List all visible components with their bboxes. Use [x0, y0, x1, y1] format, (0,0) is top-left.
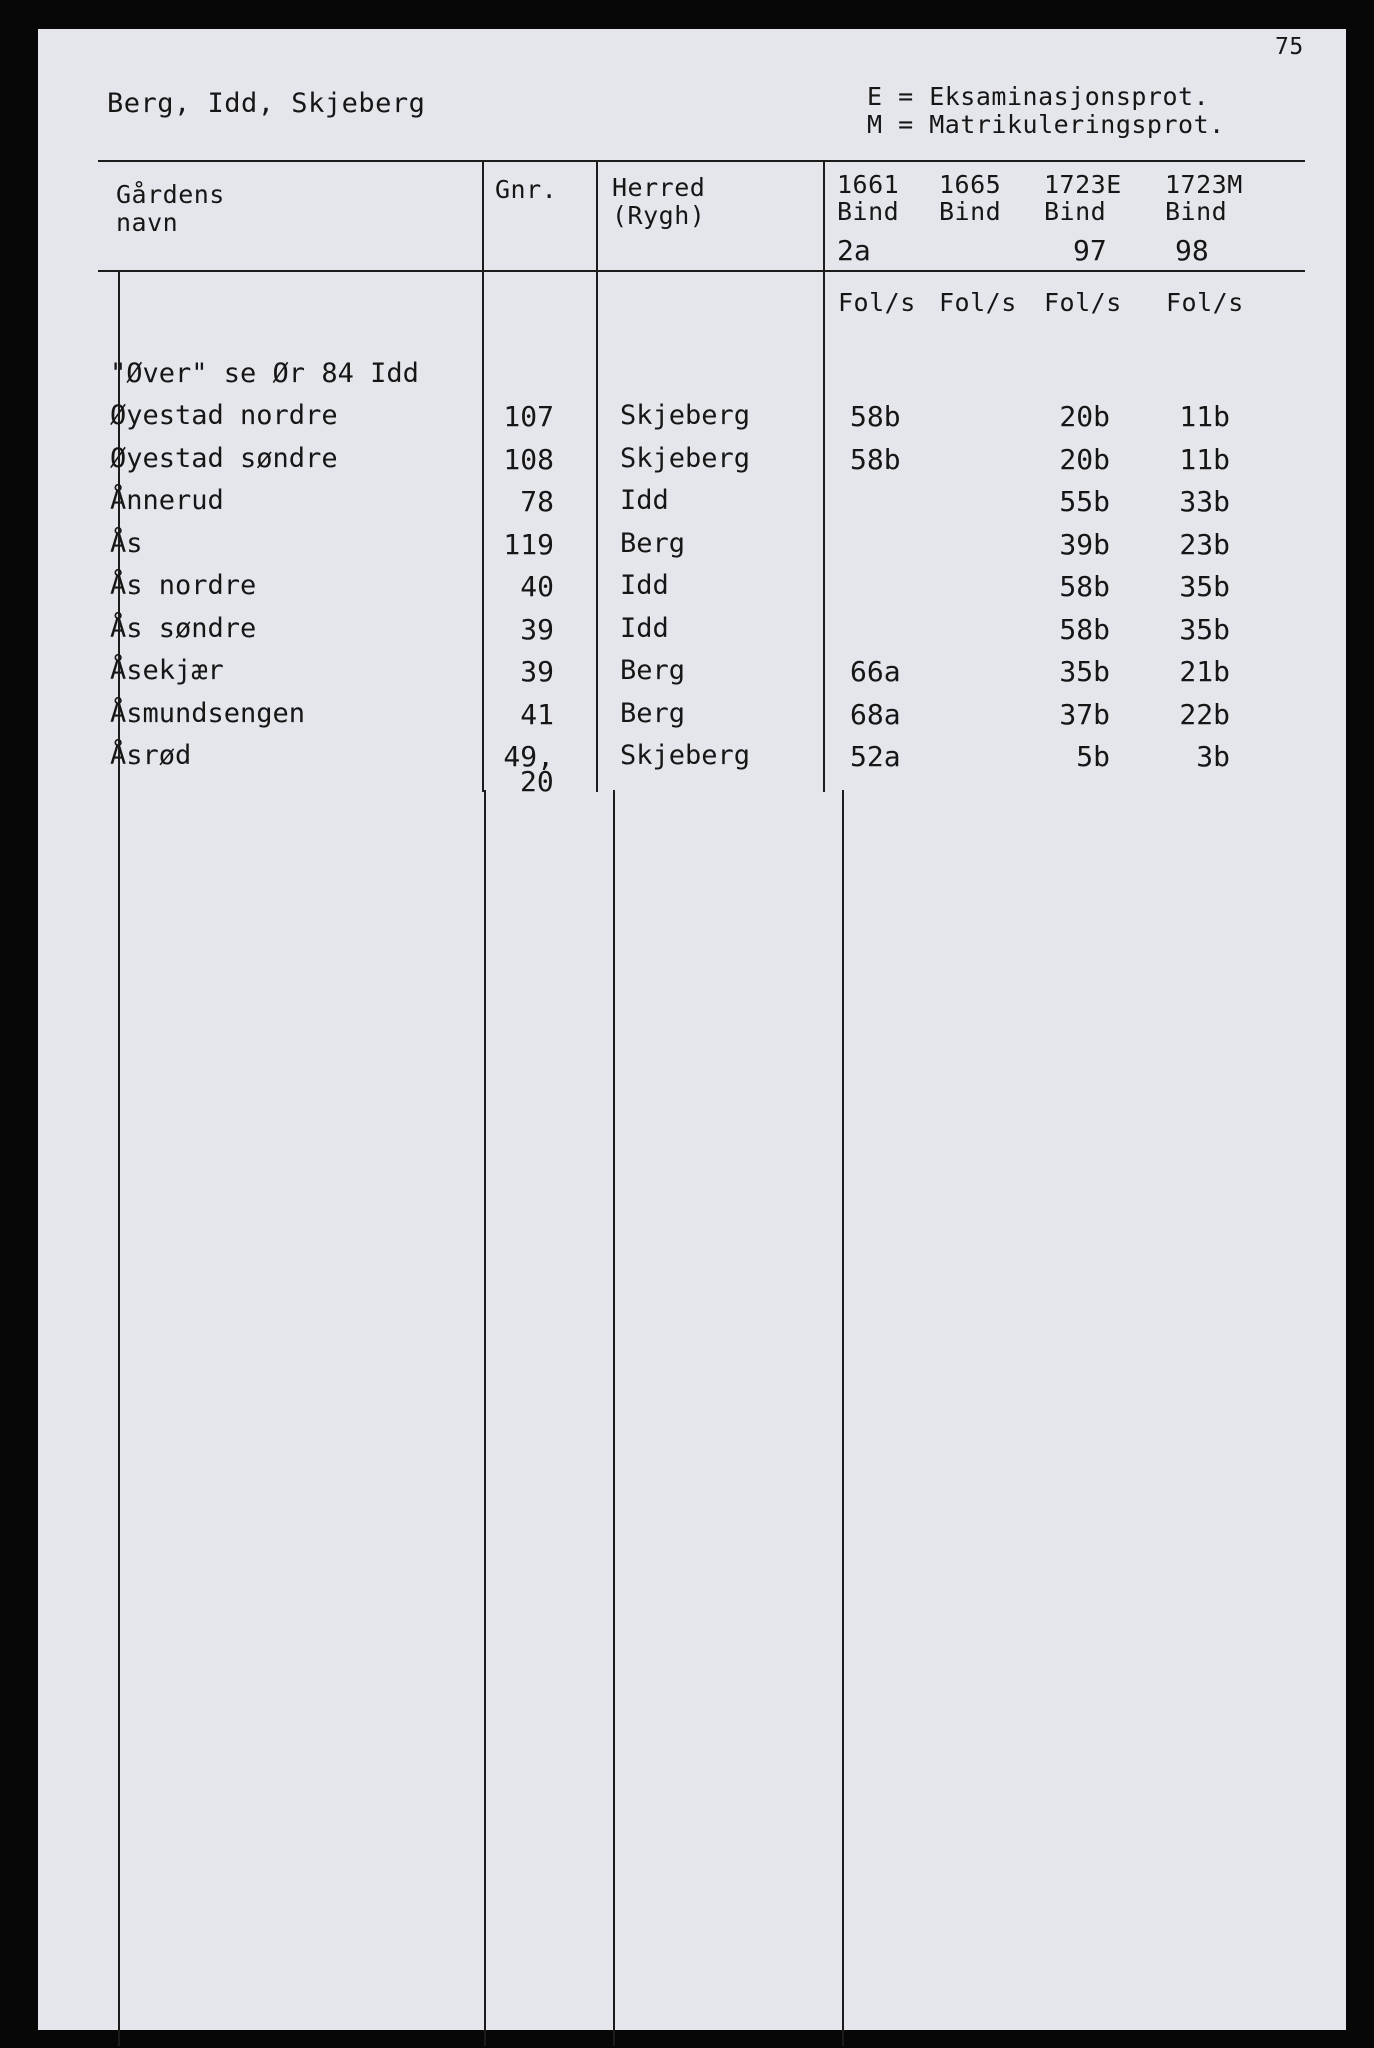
header-herred-1: Herred [612, 173, 706, 202]
farm-name: Åsmundsengen [110, 698, 306, 729]
legend-line-e: E = Eksaminasjonsprot. [867, 82, 1210, 111]
fol-1723m-value: 11b [1179, 400, 1230, 433]
document-page [38, 29, 1346, 2030]
fol-1661-value: 52a [850, 740, 901, 773]
gnr-value: 119 [503, 528, 554, 561]
column-divider-gnr-lower [484, 790, 486, 2046]
gnr-value: 49, [503, 740, 554, 773]
farm-name: Åsrød [110, 740, 192, 771]
farm-name: Ånnerud [110, 485, 224, 516]
fol-label-1665: Fol/s [939, 288, 1017, 317]
gnr-value: 107 [503, 400, 554, 433]
fol-1723m-value: 22b [1179, 698, 1230, 731]
column-divider-herred [596, 160, 598, 792]
herred-value: Skjeberg [620, 400, 751, 431]
fol-1661-value: 58b [850, 400, 901, 433]
herred-value: Idd [620, 485, 669, 516]
fol-1723e-value: 58b [1059, 570, 1110, 603]
herred-value: Skjeberg [620, 740, 751, 771]
header-1723e-volume: 97 [1073, 234, 1107, 267]
fol-1723m-value: 35b [1179, 613, 1230, 646]
fol-1723e-value: 20b [1059, 400, 1110, 433]
column-divider-years [823, 160, 825, 792]
column-divider-years-lower [842, 790, 844, 2046]
header-1661-year: 1661 [837, 170, 900, 199]
fol-1723m-value: 23b [1179, 528, 1230, 561]
fol-label-1661: Fol/s [838, 288, 916, 317]
fol-1723e-value: 37b [1059, 698, 1110, 731]
column-divider-herred-lower [613, 790, 615, 2046]
fol-1723e-value: 58b [1059, 613, 1110, 646]
gnr-value: 40 [520, 570, 554, 603]
header-1723m-bind: Bind [1165, 197, 1228, 226]
header-1723m-year: 1723M [1165, 170, 1243, 199]
header-gnr: Gnr. [495, 175, 558, 204]
fol-1661-value: 58b [850, 443, 901, 476]
herred-value: Berg [620, 528, 686, 559]
page-title: Berg, Idd, Skjeberg [107, 88, 426, 119]
fol-1723m-value: 3b [1196, 740, 1230, 773]
herred-value: Idd [620, 613, 669, 644]
fol-1723m-value: 35b [1179, 570, 1230, 603]
header-1661-bind: Bind [837, 197, 900, 226]
farm-name: Øyestad søndre [110, 443, 338, 474]
header-1723e-year: 1723E [1044, 170, 1122, 199]
table-header-rule [98, 270, 1305, 272]
fol-1723e-value: 20b [1059, 443, 1110, 476]
fol-1723m-value: 21b [1179, 655, 1230, 688]
header-farm-name-1: Gårdens [116, 180, 225, 209]
header-1723m-volume: 98 [1175, 234, 1209, 267]
fol-1661-value: 68a [850, 698, 901, 731]
farm-name: Ås [110, 528, 143, 559]
fol-label-1723m: Fol/s [1166, 288, 1244, 317]
gnr-value: 41 [520, 698, 554, 731]
fol-1661-value: 66a [850, 655, 901, 688]
gnr-value: 39 [520, 613, 554, 646]
legend-line-m: M = Matrikuleringsprot. [867, 110, 1225, 139]
gnr-value-continued: 20 [520, 765, 554, 798]
table-top-rule [98, 160, 1305, 162]
header-1661-volume: 2a [837, 234, 871, 267]
herred-value: Berg [620, 698, 686, 729]
fol-1723e-value: 55b [1059, 485, 1110, 518]
fol-1723m-value: 11b [1179, 443, 1230, 476]
header-1723e-bind: Bind [1044, 197, 1107, 226]
farm-name: Åsekjær [110, 655, 224, 686]
header-1665-year: 1665 [939, 170, 1002, 199]
fol-label-1723e: Fol/s [1044, 288, 1122, 317]
farm-name: Ås nordre [110, 570, 257, 601]
header-farm-name-2: navn [116, 208, 179, 237]
herred-value: Skjeberg [620, 443, 751, 474]
gnr-value: 39 [520, 655, 554, 688]
gnr-value: 108 [503, 443, 554, 476]
cross-reference-note: "Øver" se Ør 84 Idd [110, 358, 419, 389]
fol-1723e-value: 35b [1059, 655, 1110, 688]
header-1665-bind: Bind [939, 197, 1002, 226]
fol-1723e-value: 39b [1059, 528, 1110, 561]
page-number: 75 [1275, 34, 1304, 60]
herred-value: Berg [620, 655, 686, 686]
herred-value: Idd [620, 570, 669, 601]
fol-1723m-value: 33b [1179, 485, 1230, 518]
farm-name: Øyestad nordre [110, 400, 338, 431]
header-herred-2: (Rygh) [612, 201, 706, 230]
gnr-value: 78 [520, 485, 554, 518]
farm-name: Ås søndre [110, 613, 257, 644]
fol-1723e-value: 5b [1076, 740, 1110, 773]
